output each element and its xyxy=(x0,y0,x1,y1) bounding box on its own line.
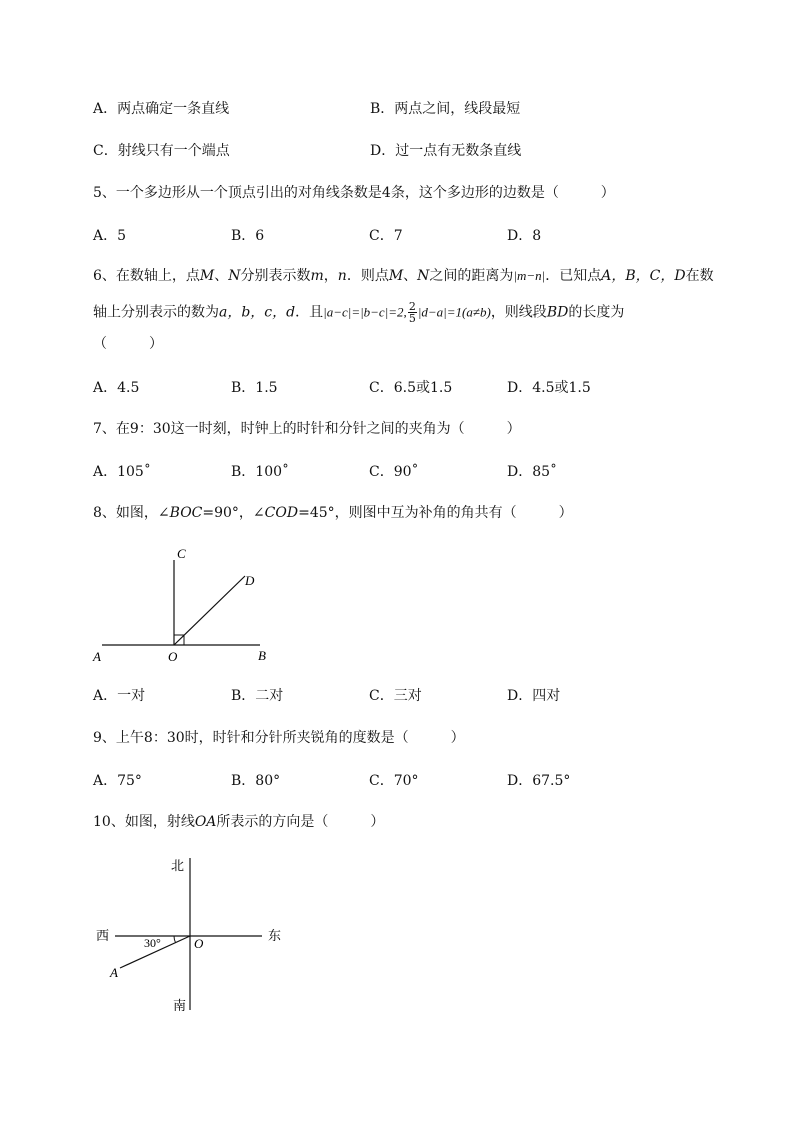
q6-option-a: A．4.5 xyxy=(93,380,140,396)
label-north: 北 xyxy=(171,858,185,873)
q5-option-a: A．5 xyxy=(93,228,127,244)
q8-text: =90°，∠ xyxy=(202,505,265,521)
q10-ray-name: OA xyxy=(194,814,217,830)
q6-text: ．则点 xyxy=(346,268,389,284)
q6-stem-line1 xyxy=(93,267,714,285)
q9-option-d: D．67.5° xyxy=(507,773,571,789)
q7-option-a: A．105˚ xyxy=(93,464,151,480)
q6-text: 、 xyxy=(214,268,229,284)
q8-option-d: D．四对 xyxy=(507,688,561,704)
q10-text: 所表示的方向是（ ） xyxy=(216,814,385,830)
q6-option-d: D．4.5或1.5 xyxy=(507,380,591,396)
q6-text: 分别表示数 xyxy=(240,268,311,284)
q7-option-d: D．85˚ xyxy=(507,464,558,480)
q6-answer-paren: （ ） xyxy=(93,336,163,352)
q6-formula: |a−c|=|b−c|=2, xyxy=(323,304,407,320)
q6-text: ．已知点 xyxy=(545,268,602,284)
label-o: O xyxy=(194,936,204,951)
q10-compass-figure xyxy=(90,850,300,1020)
q6-fraction xyxy=(408,301,417,324)
q6-option-c: C．6.5或1.5 xyxy=(369,380,453,396)
q5-option-b: B．6 xyxy=(231,228,265,244)
q6-text: 轴上分别表示的数为 xyxy=(93,304,219,321)
q6-text: ．且 xyxy=(295,304,324,321)
label-o: O xyxy=(168,649,178,664)
q4-option-d: D．过一点有无数条直线 xyxy=(370,143,522,159)
label-south: 南 xyxy=(173,998,187,1013)
q7-option-b: B．100˚ xyxy=(231,464,290,480)
q6-var: N xyxy=(417,268,430,284)
q8-option-c: C．三对 xyxy=(369,688,422,704)
label-d: D xyxy=(245,573,255,588)
q6-var: M xyxy=(388,268,404,284)
q9-option-a: A．75° xyxy=(93,773,142,789)
q6-var: M xyxy=(199,268,215,284)
q10-stem xyxy=(93,813,384,831)
ray-od xyxy=(174,576,245,645)
q8-angle-name: BOC xyxy=(169,505,203,521)
angle-label: 30° xyxy=(144,936,161,950)
q8-text: 8、如图，∠ xyxy=(93,505,170,521)
q4-option-b: B．两点之间，线段最短 xyxy=(370,101,521,117)
label-east: 东 xyxy=(268,928,282,943)
q7-option-c: C．90˚ xyxy=(369,464,419,480)
q8-figure xyxy=(85,540,285,670)
q8-option-a: A．一对 xyxy=(93,688,146,704)
q6-option-b: B．1.5 xyxy=(231,380,278,396)
label-a: A xyxy=(93,649,101,664)
q6-text: ，则线段 xyxy=(490,304,547,321)
q9-stem: 9、上午8：30时，时针和分针所夹锐角的度数是（ ） xyxy=(93,730,465,746)
q4-option-a: A．两点确定一条直线 xyxy=(93,101,230,117)
q7-stem: 7、在9：30这一时刻，时钟上的时针和分针之间的夹角为（ ） xyxy=(93,421,521,437)
q9-option-b: B．80° xyxy=(231,773,281,789)
label-c: C xyxy=(177,546,186,561)
label-a: A xyxy=(110,965,118,980)
q6-text: 6、在数轴上，点 xyxy=(93,268,200,284)
q6-stem-line2 xyxy=(93,301,624,324)
q10-text: 10、如图，射线 xyxy=(93,814,195,830)
q6-var: BD xyxy=(546,304,569,321)
q5-option-c: C．7 xyxy=(369,228,403,244)
label-west: 西 xyxy=(96,928,110,943)
q9-option-c: C．70° xyxy=(369,773,419,789)
angle-arc xyxy=(174,936,176,943)
label-b: B xyxy=(258,648,266,663)
q6-text: 之间的距离为 xyxy=(429,268,514,284)
q6-text: 在数 xyxy=(685,268,714,284)
q8-angle-name: COD xyxy=(264,505,299,521)
q6-var: n xyxy=(337,268,347,284)
q6-var: A，B，C，D xyxy=(601,268,686,284)
q6-var: a，b，c，d xyxy=(219,304,296,321)
q6-var: N xyxy=(228,268,241,284)
q6-var: m xyxy=(310,268,324,284)
q6-formula: |d−a|=1(a≠b) xyxy=(417,304,491,320)
q5-option-d: D．8 xyxy=(507,228,542,244)
q6-formula: |m−n| xyxy=(513,268,546,283)
q6-text: ， xyxy=(323,268,338,284)
q6-text: 的长度为 xyxy=(568,304,625,321)
q8-option-b: B．二对 xyxy=(231,688,284,704)
q4-option-c: C．射线只有一个端点 xyxy=(93,143,230,159)
q8-stem xyxy=(93,504,573,522)
q6-text: 、 xyxy=(403,268,418,284)
q8-text: =45°，则图中互为补角的角共有（ ） xyxy=(298,505,573,521)
q5-stem: 5、一个多边形从一个顶点引出的对角线条数是4条，这个多边形的边数是（ ） xyxy=(93,185,615,201)
fraction-numerator: 2 xyxy=(408,300,416,313)
fraction-denominator: 5 xyxy=(408,312,416,325)
